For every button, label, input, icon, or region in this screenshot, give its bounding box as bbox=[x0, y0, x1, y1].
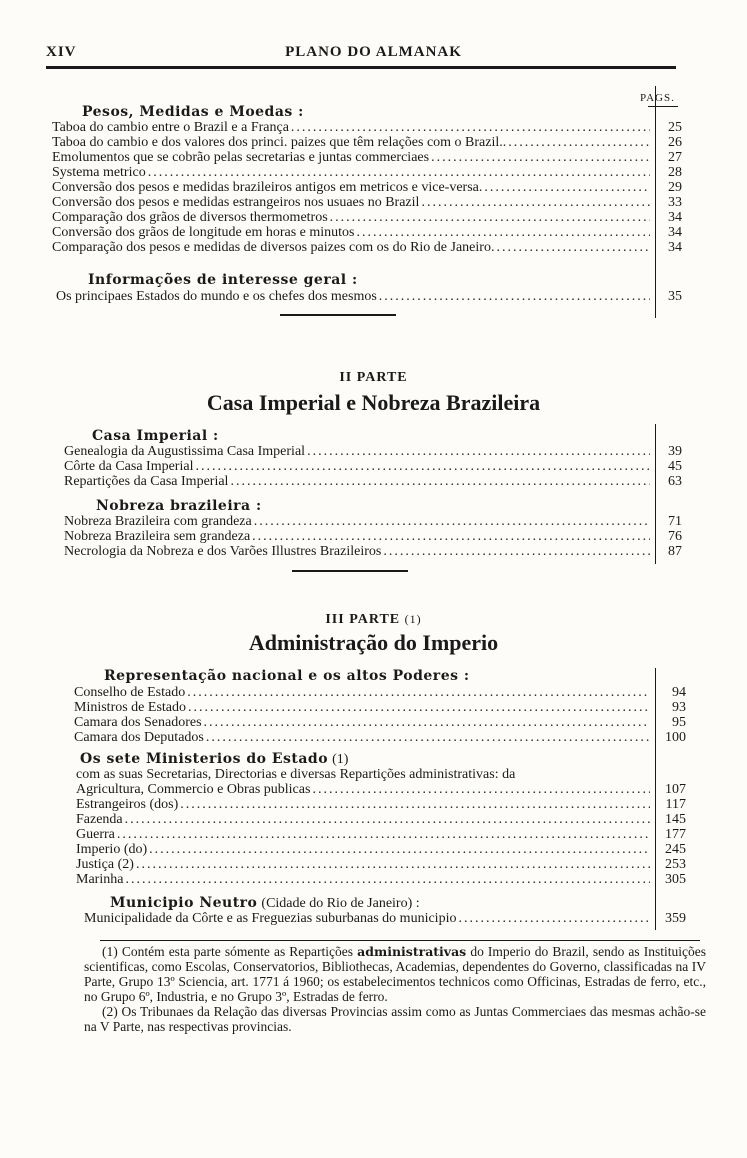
page-ref: 29 bbox=[668, 180, 682, 195]
section-heading-casa: Casa Imperial : bbox=[92, 428, 219, 444]
toc-entry: Systema metrico ..... bbox=[52, 165, 652, 180]
toc-entry: Marinha ..... bbox=[76, 872, 652, 887]
part2-title: Casa Imperial e Nobreza Brazileira bbox=[206, 390, 541, 415]
municipio-pages bbox=[660, 911, 686, 926]
toc-entry: Necrologia da Nobreza e dos Varões Illustres Brazileiros ..... bbox=[64, 544, 652, 559]
page-ref: 305 bbox=[665, 872, 686, 887]
page-column-rule bbox=[655, 86, 656, 318]
toc-entry: Comparação dos grãos de diversos thermometros ..... bbox=[52, 210, 652, 225]
page-ref: 93 bbox=[672, 700, 686, 715]
running-title: PLANO DO ALMANAK bbox=[285, 44, 462, 60]
footnote-1: (1) Contém esta parte sómente as Repartições administrativas do Imperio do Brazil, sendo as Instituições scientificas, como Escolas, Conservatorios, Bibliothecas, Academias, dependentes do Governo, classificadas na IV Parte, Grupo 13º Sciencia, art. 1771 á 1960; os estabelecimentos technicos como Officinas, Estradas de ferro, etc., no Grupo 6º, Industria, e no Grupo 3º, Estradas de ferro. bbox=[84, 944, 707, 1004]
toc-entry: Emolumentos que se cobrão pelas secretarias e juntas commerciaes ..... bbox=[52, 150, 652, 165]
toc-entry: Fazenda ..... bbox=[76, 812, 652, 827]
toc-entry: Conversão dos pesos e medidas brazileiros antigos em metricos e vice-versa. ..... bbox=[52, 180, 652, 195]
toc-entry: Agricultura, Commercio e Obras publicas ..... bbox=[76, 782, 652, 797]
toc-entry: Genealogia da Augustissima Casa Imperial ..... bbox=[64, 444, 652, 459]
toc-entry: Conselho de Estado ..... bbox=[74, 685, 652, 700]
page-number: XIV bbox=[46, 44, 77, 60]
page-ref: 39 bbox=[668, 444, 682, 459]
pesos-pages bbox=[660, 120, 682, 255]
section-heading-representacao: Representação nacional e os altos Poderes : bbox=[104, 668, 470, 684]
page-ref: 107 bbox=[665, 782, 686, 797]
rep-pages bbox=[660, 685, 686, 745]
part2-label: II PARTE bbox=[339, 370, 408, 385]
municipio-heading-note: (Cidade do Rio de Janeiro) : bbox=[261, 896, 420, 911]
page-ref: 71 bbox=[668, 514, 682, 529]
part3-label-line bbox=[0, 612, 747, 628]
page-ref: 359 bbox=[665, 911, 686, 926]
footnote-2: (2) Os Tribunaes da Relação das diversas Provincias assim como as Juntas Commerciaes das mesmas achão-se na V Parte, nas respectivas provincias. bbox=[84, 1004, 706, 1034]
toc-entry: Municipalidade da Côrte e as Freguezias suburbanas do municipio ..... bbox=[84, 911, 652, 926]
page-ref: 63 bbox=[668, 474, 682, 489]
header-rule bbox=[46, 66, 676, 69]
page-ref: 117 bbox=[665, 797, 686, 812]
pags-label: PAGS. bbox=[640, 92, 675, 104]
toc-entry: Justiça (2) ..... bbox=[76, 857, 652, 872]
page-ref: 26 bbox=[668, 135, 682, 150]
page-ref: 28 bbox=[668, 165, 682, 180]
page-ref: 100 bbox=[665, 730, 686, 745]
toc-entry: Conversão dos pesos e medidas estrangeiros nos usuaes no Brazil ..... bbox=[52, 195, 652, 210]
pags-rule bbox=[648, 106, 678, 107]
page-ref: 34 bbox=[668, 210, 682, 225]
rep-list bbox=[74, 685, 652, 745]
casa-list bbox=[64, 444, 652, 489]
page-ref: 35 bbox=[668, 289, 682, 304]
ministerios-heading-line bbox=[80, 750, 348, 768]
toc-entry: Camara dos Senadores ..... bbox=[74, 715, 652, 730]
nobreza-list bbox=[64, 514, 652, 559]
toc-entry: Repartições da Casa Imperial ..... bbox=[64, 474, 652, 489]
page-ref: 95 bbox=[672, 715, 686, 730]
toc-entry: Taboa do cambio e dos valores dos princi. paizes que têm relações com o Brazil.. ..... bbox=[52, 135, 652, 150]
section-divider bbox=[292, 570, 408, 572]
toc-entry: Comparação dos pesos e medidas de diversos paizes com os do Rio de Janeiro. ..... bbox=[52, 240, 652, 255]
toc-entry: Camara dos Deputados ..... bbox=[74, 730, 652, 745]
part3-title: Administração do Imperio bbox=[248, 630, 499, 655]
toc-entry: Imperio (do) ..... bbox=[76, 842, 652, 857]
section-heading-municipio: Municipio Neutro bbox=[110, 895, 258, 911]
ministerios-list bbox=[76, 782, 652, 887]
section-divider bbox=[280, 314, 396, 316]
page-ref: 27 bbox=[668, 150, 682, 165]
municipio-list bbox=[84, 911, 652, 926]
part3-label-note: (1) bbox=[404, 612, 422, 626]
toc-entry: Os principaes Estados do mundo e os chefes dos mesmos ..... bbox=[56, 289, 652, 304]
ministerios-pages bbox=[660, 782, 686, 887]
section-heading-pesos: Pesos, Medidas e Moedas : bbox=[82, 104, 304, 120]
nobreza-pages bbox=[660, 514, 682, 559]
page-ref: 177 bbox=[665, 827, 686, 842]
page-ref: 34 bbox=[668, 225, 682, 240]
page-ref: 76 bbox=[668, 529, 682, 544]
page-column-rule bbox=[655, 424, 656, 564]
page-ref: 33 bbox=[668, 195, 682, 210]
toc-entry: Ministros de Estado ..... bbox=[74, 700, 652, 715]
toc-entry: Conversão dos grãos de longitude em horas e minutos ..... bbox=[52, 225, 652, 240]
ministerios-heading-note: (1) bbox=[332, 752, 349, 767]
section-heading-info: Informações de interesse geral : bbox=[88, 272, 358, 288]
footnote-rule bbox=[100, 940, 700, 941]
toc-entry: Nobreza Brazileira sem grandeza ..... bbox=[64, 529, 652, 544]
toc-entry: Nobreza Brazileira com grandeza ..... bbox=[64, 514, 652, 529]
page-ref: 45 bbox=[668, 459, 682, 474]
toc-entry: Guerra ..... bbox=[76, 827, 652, 842]
page-ref: 87 bbox=[668, 544, 682, 559]
footnotes bbox=[84, 944, 706, 1034]
section-heading-ministerios: Os sete Ministerios do Estado bbox=[80, 751, 329, 767]
municipio-heading-line bbox=[110, 894, 420, 912]
page-ref: 34 bbox=[668, 240, 682, 255]
part3-label: III PARTE bbox=[325, 612, 401, 627]
page-column-rule bbox=[655, 668, 656, 930]
section-heading-nobreza: Nobreza brazileira : bbox=[96, 498, 262, 514]
toc-entry: Côrte da Casa Imperial ..... bbox=[64, 459, 652, 474]
page-ref: 245 bbox=[665, 842, 686, 857]
info-list bbox=[56, 289, 652, 304]
toc-entry: Taboa do cambio entre o Brazil e a França ..... bbox=[52, 120, 652, 135]
ministerios-intro: com as suas Secretarias, Directorias e diversas Repartições administrativas: da bbox=[76, 767, 516, 782]
page-ref: 25 bbox=[668, 120, 682, 135]
page-ref: 94 bbox=[672, 685, 686, 700]
casa-pages bbox=[660, 444, 682, 489]
info-pages bbox=[660, 289, 682, 304]
page-ref: 145 bbox=[665, 812, 686, 827]
page-ref: 253 bbox=[665, 857, 686, 872]
pesos-list bbox=[52, 120, 652, 255]
toc-entry: Estrangeiros (dos) ..... bbox=[76, 797, 652, 812]
